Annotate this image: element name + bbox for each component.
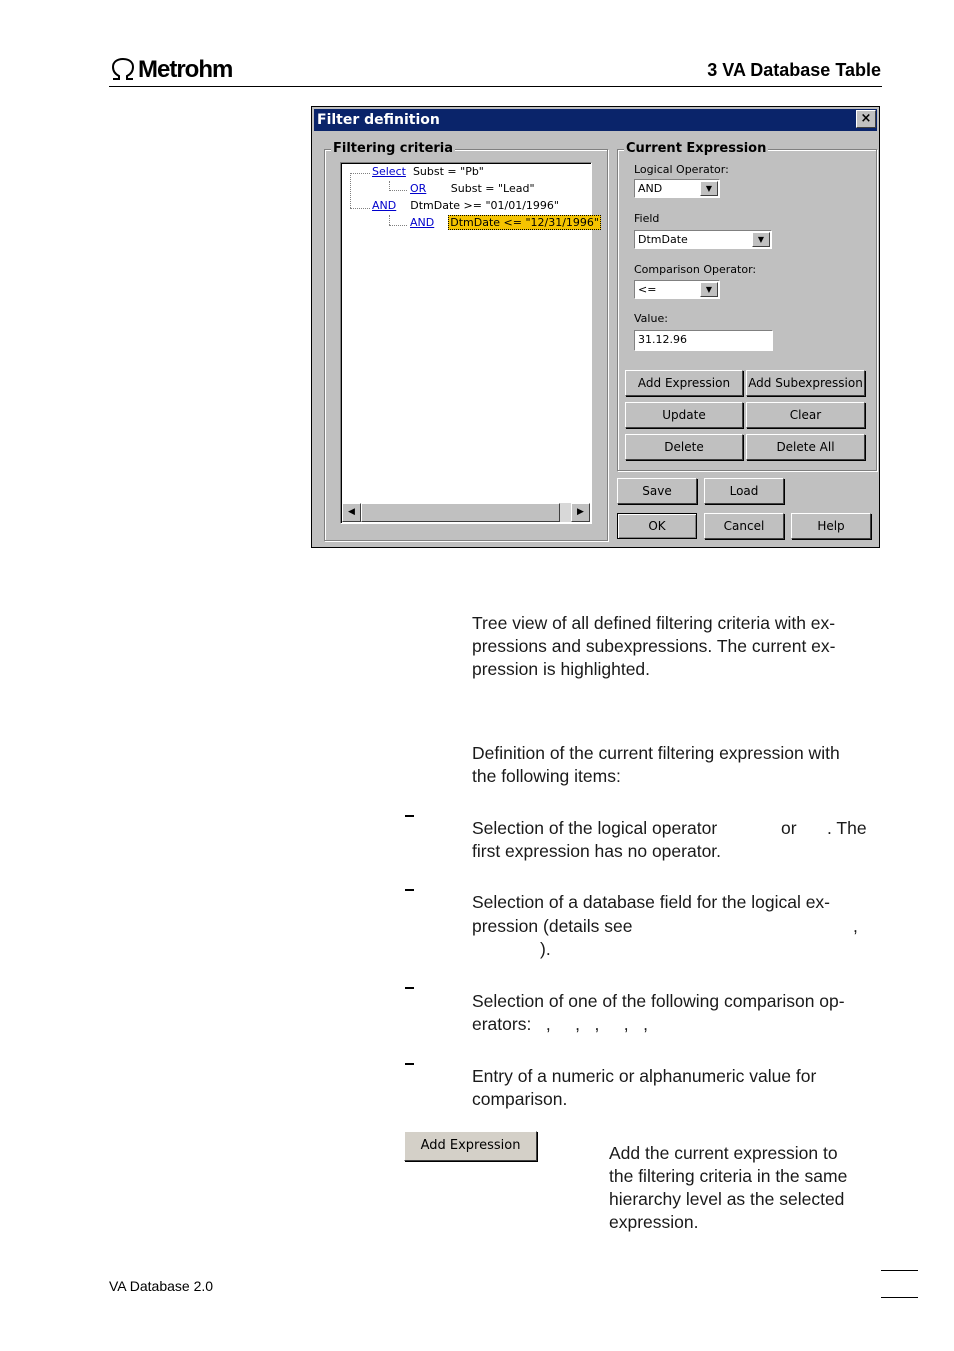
filtering-criteria-title: Filtering criteria: [333, 141, 454, 156]
save-button[interactable]: Save: [617, 478, 697, 504]
delete-all-button[interactable]: Delete All: [746, 434, 865, 460]
tree-item-operator[interactable]: AND: [372, 199, 397, 212]
field-description-comma: ,: [853, 916, 858, 936]
help-button[interactable]: Help: [791, 513, 871, 539]
metrohm-logo: [110, 56, 232, 84]
bullet-dash: [405, 1063, 414, 1065]
logical-desc-or: or: [781, 818, 797, 838]
logical-description-line2: first expression has no operator.: [472, 841, 722, 861]
field-select[interactable]: [634, 230, 772, 249]
clear-button[interactable]: Clear: [746, 402, 865, 428]
ok-button[interactable]: OK: [617, 513, 697, 539]
add-subexpression-button[interactable]: Add Subexpression: [746, 370, 865, 396]
tree-item-operator[interactable]: AND: [410, 216, 435, 229]
logical-desc-text: Selection of the logical operator: [472, 818, 718, 838]
bullet-dash: [405, 987, 414, 989]
tree-item-operator[interactable]: OR: [410, 182, 427, 195]
horizontal-scrollbar[interactable]: [342, 503, 590, 522]
tree-item-expression: Subst = "Pb": [412, 165, 484, 178]
close-icon[interactable]: ×: [856, 110, 876, 128]
page-number-rule-top: [881, 1270, 918, 1271]
update-button[interactable]: Update: [625, 402, 743, 428]
comparison-operator-select[interactable]: [634, 280, 720, 299]
tree-item[interactable]: [410, 182, 535, 195]
add-expression-button-illustration: Add Expression: [404, 1131, 537, 1161]
field-description-line2: pression (details see: [472, 916, 633, 936]
bullet-dash: [405, 815, 414, 817]
add-expression-button[interactable]: Add Expression: [625, 370, 743, 396]
logical-operator-label: Logical Operator:: [634, 163, 729, 176]
tree-item-expression: DtmDate >= "01/01/1996": [410, 199, 559, 212]
footer-product: VA Database 2.0: [109, 1278, 214, 1294]
logical-desc-the: . The: [827, 818, 867, 838]
logical-operator-value: AND: [638, 182, 663, 195]
dialog-title-bar: [314, 109, 877, 131]
load-button[interactable]: Load: [704, 478, 784, 504]
comparison-operator-value: <=: [638, 283, 657, 296]
field-label: Field: [634, 212, 660, 225]
comparison-operator-label: Comparison Operator:: [634, 263, 757, 276]
field-description-line1: Selection of a database field for the logical ex-: [472, 892, 830, 912]
bullet-dash: [405, 889, 414, 891]
comparison-description-line1: Selection of one of the following comparison op-: [472, 991, 845, 1011]
logical-operator-select[interactable]: [634, 179, 720, 198]
cancel-button[interactable]: Cancel: [704, 513, 784, 539]
value-label: Value:: [634, 312, 668, 325]
value-input-text: 31.12.96: [638, 333, 687, 346]
comparison-description-line2: erators: , , , , ,: [472, 1014, 649, 1034]
current-expression-title: Current Expression: [626, 141, 767, 156]
chevron-down-icon[interactable]: ▼: [752, 232, 770, 247]
page-number-rule-bottom: [881, 1297, 918, 1298]
tree-item-expression-highlighted: DtmDate <= "12/31/1996": [450, 216, 599, 229]
scroll-left-icon[interactable]: ◀: [342, 503, 361, 522]
filter-definition-dialog: [311, 106, 880, 548]
dialog-title: Filter definition: [317, 112, 440, 128]
tree-item-selected[interactable]: [410, 216, 601, 229]
chapter-title: 3 VA Database Table: [707, 60, 881, 80]
criteria-tree[interactable]: [340, 162, 599, 524]
tree-item[interactable]: [372, 199, 559, 212]
field-description-line3: ).: [540, 939, 551, 959]
brand-name: Metrohm: [138, 56, 233, 83]
tree-item[interactable]: [372, 165, 484, 178]
omega-icon: [110, 57, 136, 83]
chevron-down-icon[interactable]: ▼: [700, 282, 718, 297]
logical-description-line1: [472, 817, 717, 840]
field-value: DtmDate: [638, 233, 688, 246]
chevron-down-icon[interactable]: ▼: [700, 181, 718, 196]
value-description: Entry of a numeric or alphanumeric value for comparison.: [472, 1066, 817, 1109]
add-expression-description: Add the current expression to the filtering criteria in the same hierarchy level as the selected expression.: [609, 1143, 848, 1232]
value-input[interactable]: [634, 330, 773, 351]
tree-item-operator[interactable]: Select: [372, 165, 406, 178]
current-expression-description: Definition of the current filtering expression with the following items:: [472, 743, 840, 786]
scroll-right-icon[interactable]: ▶: [571, 503, 590, 522]
tree-item-expression: Subst = "Lead": [450, 182, 535, 195]
scroll-thumb[interactable]: [361, 503, 560, 522]
header-rule: [109, 86, 882, 87]
delete-button[interactable]: Delete: [625, 434, 743, 460]
tree-description: Tree view of all defined filtering criteria with ex- pressions and subexpressions. The current ex- pression is highlighted.: [472, 613, 836, 679]
